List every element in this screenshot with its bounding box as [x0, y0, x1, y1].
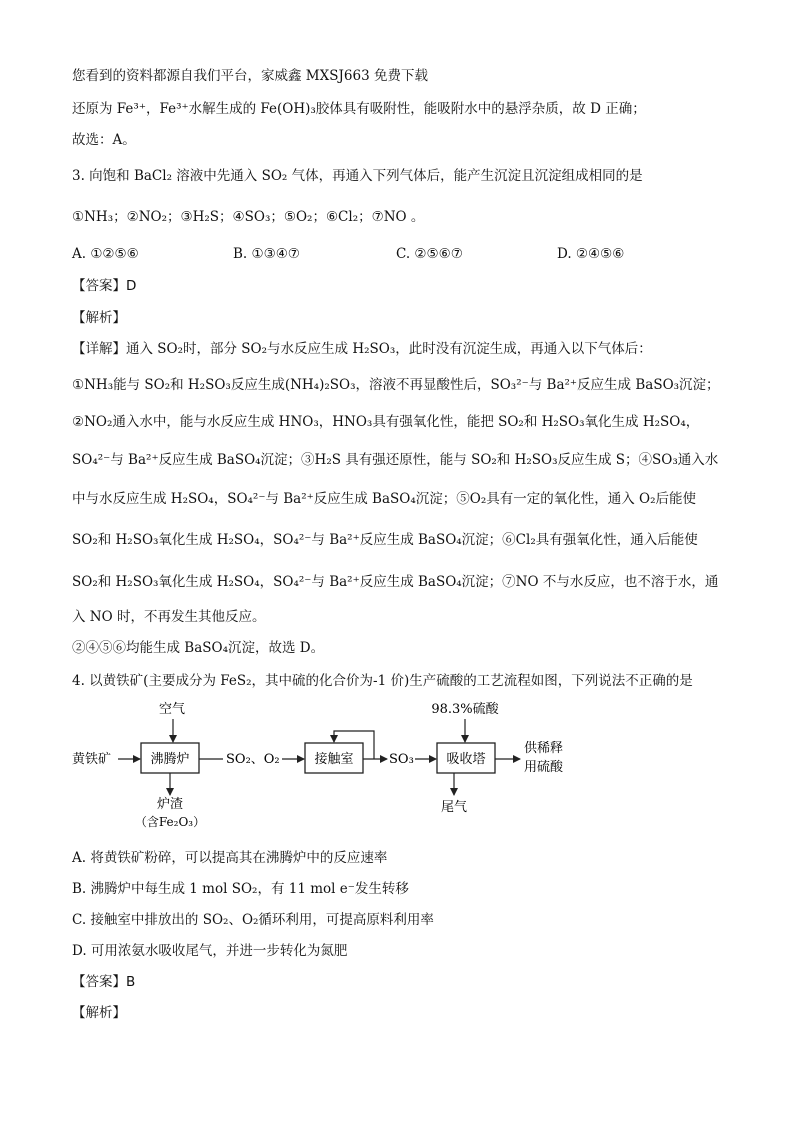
q3-detail-line-6: SO₂和 H₂SO₃氧化生成 H₂SO₄，SO₄²⁻与 Ba²⁺反应生成 BaSO₄沉淀；⑥Cl₂具有强氧化性，通入后能使: [72, 532, 698, 548]
flow-label-absorber: 吸收塔: [446, 752, 486, 767]
q4-stem: 4. 以黄铁矿(主要成分为 FeS₂，其中硫的化合价为-1 价)生产硫酸的工艺流程如图，下列说法不正确的是: [72, 673, 693, 689]
q4-option-b: B. 沸腾炉中每生成 1 mol SO₂，有 11 mol e⁻发生转移: [72, 881, 409, 897]
q3-option-d: D. ②④⑤⑥: [557, 246, 625, 262]
q3-option-c: C. ②⑤⑥⑦: [396, 246, 463, 262]
flow-label-furnace: 沸腾炉: [150, 752, 190, 767]
q3-analysis-label: 【解析】: [72, 310, 126, 326]
flow-label-acid-in: 98.3%硫酸: [431, 702, 499, 717]
q3-answer: 【答案】D: [72, 278, 137, 294]
header-note: 您看到的资料都源自我们平台，家威鑫 MXSJ663 免费下载: [72, 68, 428, 84]
q3-conclusion: ②④⑤⑥均能生成 BaSO₄沉淀，故选 D。: [72, 640, 325, 656]
q4-answer: 【答案】B: [72, 974, 136, 990]
flow-label-product-1: 供稀释: [524, 741, 564, 756]
q3-items: ①NH₃；②NO₂；③H₂S；④SO₃；⑤O₂；⑥Cl₂；⑦NO 。: [72, 209, 425, 225]
flow-label-contact: 接触室: [314, 752, 354, 767]
flow-label-so3: SO₃: [389, 752, 414, 767]
flow-label-slag-2: （含Fe₂O₃）: [134, 815, 206, 829]
q3-detail-line-7: SO₂和 H₂SO₃氧化生成 H₂SO₄，SO₄²⁻与 Ba²⁺反应生成 BaSO₄沉淀；⑦NO 不与水反应，也不溶于水，通: [72, 574, 719, 590]
q4-analysis-label: 【解析】: [72, 1005, 126, 1021]
process-flow-diagram: [60, 695, 620, 835]
q4-option-d: D. 可用浓氨水吸收尾气，并进一步转化为氮肥: [72, 943, 348, 959]
q3-option-b: B. ①③④⑦: [233, 246, 300, 262]
q3-detail-line-3: ②NO₂通入水中，能与水反应生成 HNO₃，HNO₃具有强氧化性，能把 SO₂和 H₂SO₃氧化生成 H₂SO₄，: [72, 414, 700, 430]
flow-label-tail-gas: 尾气: [440, 800, 468, 815]
q3-detail-line-2: ①NH₃能与 SO₂和 H₂SO₃反应生成(NH₄)₂SO₃，溶液不再显酸性后，SO₃²⁻与 Ba²⁺反应生成 BaSO₃沉淀；: [72, 377, 720, 393]
flow-label-gases: SO₂、O₂: [226, 752, 280, 767]
q2-tail-line1: 还原为 Fe³⁺，Fe³⁺水解生成的 Fe(OH)₃胶体具有吸附性，能吸附水中的悬浮杂质，故 D 正确；: [72, 101, 646, 117]
q3-detail-line-8: 入 NO 时，不再发生其他反应。: [72, 609, 266, 625]
q4-option-a: A. 将黄铁矿粉碎，可以提高其在沸腾炉中的反应速率: [72, 850, 388, 866]
flow-label-product-2: 用硫酸: [524, 760, 564, 775]
q2-tail-line2: 故选：A。: [72, 132, 136, 148]
q3-detail-line-5: 中与水反应生成 H₂SO₄，SO₄²⁻与 Ba²⁺反应生成 BaSO₄沉淀；⑤O₂具有一定的氧化性，通入 O₂后能使: [72, 491, 697, 507]
q3-detail-line-4: SO₄²⁻与 Ba²⁺反应生成 BaSO₄沉淀；③H₂S 具有强还原性，能与 SO₂和 H₂SO₃反应生成 S；④SO₃通入水: [72, 452, 719, 468]
q4-option-c: C. 接触室中排放出的 SO₂、O₂循环利用，可提高原料利用率: [72, 912, 434, 928]
flow-label-air: 空气: [159, 702, 186, 717]
q3-stem: 3. 向饱和 BaCl₂ 溶液中先通入 SO₂ 气体，再通入下列气体后，能产生沉淀且沉淀组成相同的是: [72, 168, 643, 184]
flow-label-slag-1: 炉渣: [156, 797, 184, 812]
flow-label-ore: 黄铁矿: [72, 752, 112, 767]
q3-option-a: A. ①②⑤⑥: [72, 246, 139, 262]
q3-detail-line-1: 【详解】通入 SO₂时，部分 SO₂与水反应生成 H₂SO₃，此时没有沉淀生成，再通入以下气体后：: [72, 341, 652, 357]
